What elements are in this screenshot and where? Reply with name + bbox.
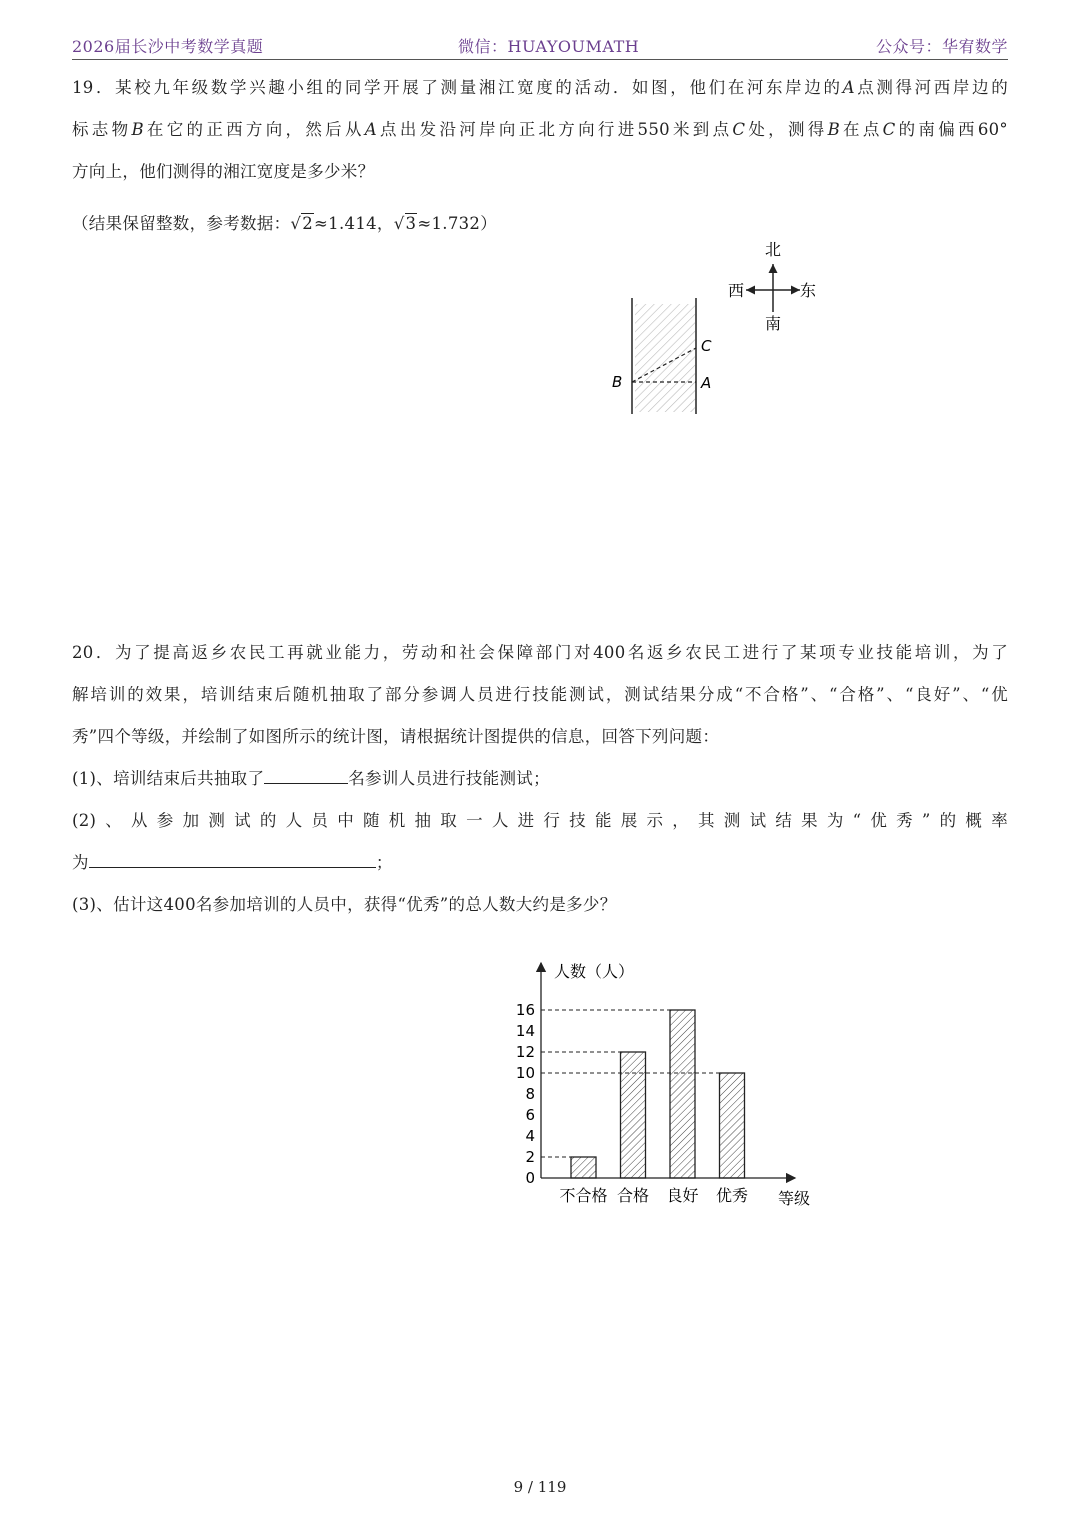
y-tick-label: 4 [525, 1127, 535, 1145]
q20-sub-1: (1)、培训结束后共抽取了 名参训人员进行技能测试； [72, 758, 1008, 800]
bar-2 [670, 1010, 695, 1178]
y-tick-label: 10 [515, 1064, 535, 1082]
category-label: 合格 [616, 1186, 650, 1205]
q19-line-2: 标志物B在它的正西方向，然后从A点出发沿河岸向正北方向行进550米到点C处，测得B在点C的南偏西60° [72, 120, 1008, 139]
q19-line-1: 19．某校九年级数学兴趣小组的同学开展了测量湘江宽度的活动．如图，他们在河东岸边的A点测得河西岸边的 [72, 78, 1009, 97]
y-tick-label: 6 [525, 1106, 535, 1124]
category-label: 优秀 [715, 1186, 749, 1205]
header-left: 2026届长沙中考数学真题 [72, 37, 264, 56]
question-20 [72, 632, 1008, 926]
q20-sub-2-cont: 为 ； [72, 842, 1008, 884]
header-center: 微信：HUAYOUMATH [458, 37, 640, 56]
answer-blank-2[interactable] [89, 849, 376, 868]
q20-sub-2: (2)、从参加测试的人员中随机抽取一人进行技能展示，其测试结果为“优秀”的概率 [72, 811, 1008, 830]
compass-figure [722, 236, 822, 336]
q20-line-3: 秀”四个等级，并绘制了如图所示的统计图，请根据统计图提供的信息，回答下列问题： [72, 727, 720, 746]
y-tick-label: 0 [525, 1169, 535, 1187]
x-axis-label: 等级 [778, 1189, 811, 1208]
compass-south: 南 [764, 314, 782, 333]
y-axis-label: 人数（人） [554, 962, 635, 981]
y-tick-label: 8 [525, 1085, 535, 1103]
q19-line-3: 方向上，他们测得的湘江宽度是多少米？ [72, 162, 375, 181]
label-b: B [612, 373, 623, 391]
y-tick-label: 2 [525, 1148, 535, 1166]
q20-line-2: 解培训的效果，培训结束后随机抽取了部分参调人员进行技能测试，测试结果分成“不合格”、“合格”、“良好”、“优 [72, 685, 1008, 704]
bar-chart [500, 955, 830, 1215]
q20-line-1: 20．为了提高返乡农民工再就业能力，劳动和社会保障部门对400名返乡农民工进行了某项专业技能培训，为了 [72, 643, 1008, 662]
compass-west: 西 [727, 281, 745, 300]
category-label: 不合格 [559, 1186, 608, 1205]
answer-blank-1[interactable] [264, 765, 348, 784]
category-label: 良好 [666, 1186, 699, 1205]
y-tick-label: 12 [515, 1043, 535, 1061]
compass-north: 北 [764, 240, 782, 259]
y-tick-label: 16 [515, 1001, 535, 1019]
river-hatch [635, 304, 695, 412]
q20-sub-3: (3)、估计这400名参加培训的人员中，获得“优秀”的总人数大约是多少？ [72, 895, 617, 914]
label-a: A [701, 374, 712, 392]
compass-east: 东 [799, 281, 817, 300]
bar-3 [720, 1073, 745, 1178]
y-tick-label: 14 [515, 1022, 535, 1040]
bar-1 [621, 1052, 646, 1178]
header-rule [72, 59, 1008, 60]
bar-0 [571, 1157, 596, 1178]
label-c: C [701, 337, 712, 355]
q19-line-4: （结果保留整数，参考数据：√2≈1.414，√3≈1.732） [72, 214, 498, 233]
header-right: 公众号：华宥数学 [875, 37, 1008, 56]
river-figure [600, 290, 730, 420]
question-19 [72, 67, 1008, 245]
page-number: 9 / 119 [513, 1478, 567, 1496]
